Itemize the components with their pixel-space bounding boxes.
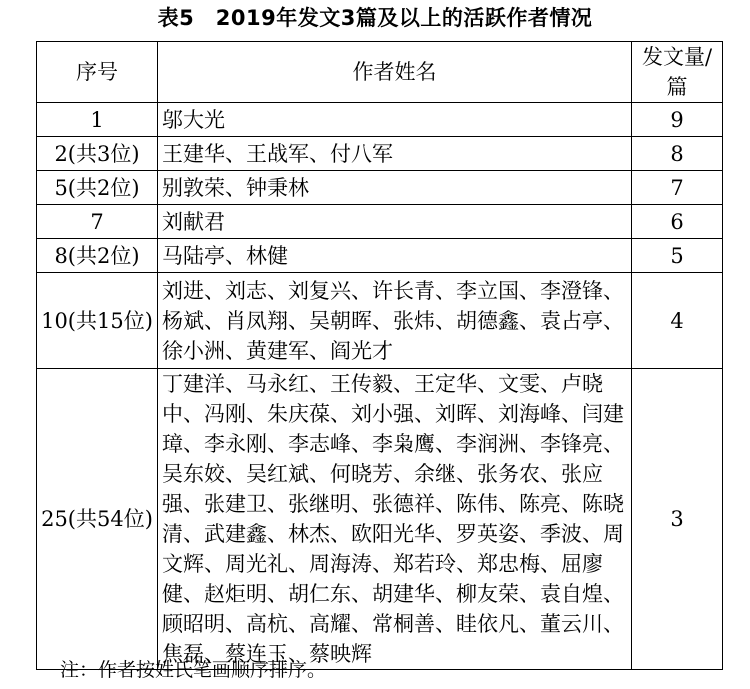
author-table: [36, 41, 723, 670]
count-cell: 6: [632, 205, 723, 239]
count-cell: 5: [632, 239, 723, 273]
table-row: [37, 171, 723, 205]
names-cell: 刘进、刘志、刘复兴、许长青、李立国、李澄锋、杨斌、肖凤翔、吴朝晖、张炜、胡德鑫、袁占亭、徐小洲、黄建军、阎光才: [158, 273, 632, 369]
rank-cell: 2(共3位): [37, 137, 158, 171]
rank-cell: 7: [37, 205, 158, 239]
header-rank: 序号: [37, 42, 158, 103]
count-cell: 8: [632, 137, 723, 171]
table-row: [37, 205, 723, 239]
count-cell: 3: [632, 369, 723, 670]
rank-cell: 8(共2位): [37, 239, 158, 273]
names-cell: 丁建洋、马永红、王传毅、王定华、文雯、卢晓中、冯刚、朱庆葆、刘小强、刘晖、刘海峰、闫建璋、李永刚、李志峰、李枭鹰、李润洲、李锋亮、吴东姣、吴红斌、何晓芳、余继、张务农、张应强、张建卫、张继明、张德祥、陈伟、陈亮、陈晓清、武建鑫、林杰、欧阳光华、罗英姿、季波、周文辉、周光礼、周海涛、郑若玲、郑忠梅、屈廖健、赵炬明、胡仁东、胡建华、柳友荣、袁自煌、顾昭明、高杭、高耀、常桐善、眭依凡、董云川、焦磊、蔡连玉、蔡映辉: [158, 369, 632, 670]
names-cell: 邬大光: [158, 103, 632, 137]
table-title: 表5 2019年发文3篇及以上的活跃作者情况: [157, 6, 593, 30]
table-row: [37, 239, 723, 273]
table-row: [37, 273, 723, 369]
names-cell: 别敦荣、钟秉林: [158, 171, 632, 205]
names-cell: 刘献君: [158, 205, 632, 239]
header-author-names: 作者姓名: [158, 42, 632, 103]
count-cell: 9: [632, 103, 723, 137]
rank-cell: 1: [37, 103, 158, 137]
rank-cell: 5(共2位): [37, 171, 158, 205]
table-row: [37, 369, 723, 670]
header-article-count: 发文量/篇: [632, 42, 723, 103]
count-cell: 4: [632, 273, 723, 369]
rank-cell: 10(共15位): [37, 273, 158, 369]
table-row: [37, 103, 723, 137]
names-cell: 王建华、王战军、付八军: [158, 137, 632, 171]
table-row: [37, 137, 723, 171]
table-footnote: 注：作者按姓氏笔画顺序排序。: [60, 659, 327, 681]
count-cell: 7: [632, 171, 723, 205]
rank-cell: 25(共54位): [37, 369, 158, 670]
names-cell: 马陆亭、林健: [158, 239, 632, 273]
table-header-row: [37, 42, 723, 103]
